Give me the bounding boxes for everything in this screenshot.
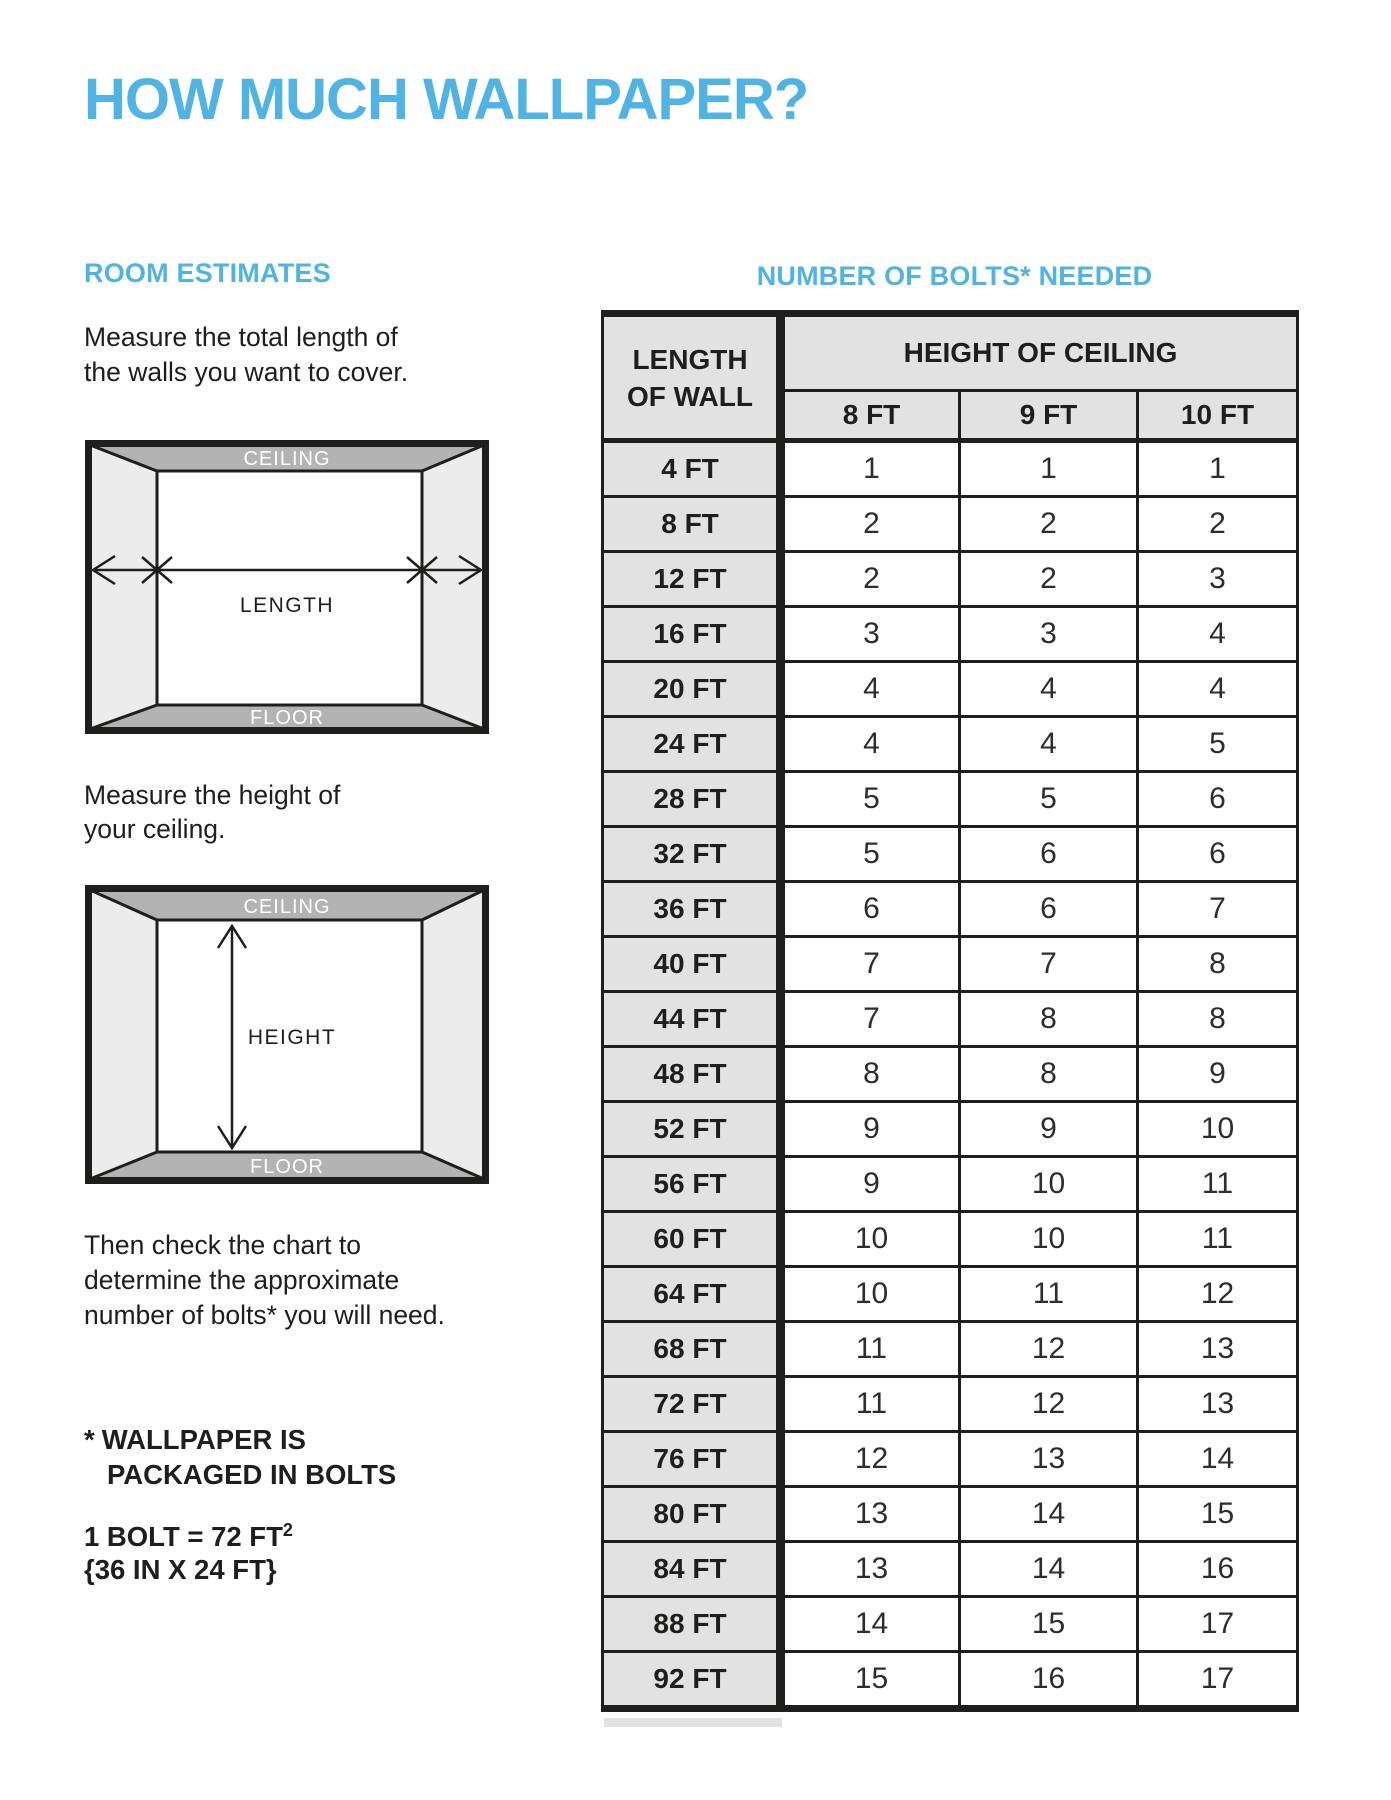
row-label: 88 FT <box>603 1597 781 1652</box>
bolt-count-cell: 8 <box>960 992 1138 1047</box>
row-label: 32 FT <box>603 827 781 882</box>
row-label: 92 FT <box>603 1652 781 1709</box>
col-header-10ft: 10 FT <box>1138 391 1298 441</box>
bolt-count-cell: 5 <box>781 827 960 882</box>
bolt-count-cell: 13 <box>1138 1322 1298 1377</box>
bolt-count-cell: 6 <box>1138 772 1298 827</box>
bolt-count-cell: 2 <box>781 497 960 552</box>
bolt-count-cell: 1 <box>781 441 960 497</box>
table-row <box>603 1542 1298 1597</box>
step1-paragraph <box>84 320 408 390</box>
table-row <box>603 1157 1298 1212</box>
row-label: 72 FT <box>603 1377 781 1432</box>
row-label: 76 FT <box>603 1432 781 1487</box>
table-row <box>603 882 1298 937</box>
bolt-count-cell: 7 <box>781 937 960 992</box>
footnote-line1: WALLPAPER IS <box>101 1424 306 1455</box>
bolts-table-body <box>603 441 1298 1709</box>
row-dimension-header <box>603 314 781 441</box>
bolt-count-cell: 3 <box>960 607 1138 662</box>
row-label: 28 FT <box>603 772 781 827</box>
bolt-count-cell: 9 <box>960 1102 1138 1157</box>
bolt-count-cell: 1 <box>960 441 1138 497</box>
bolt-count-cell: 2 <box>960 552 1138 607</box>
bolts-table <box>601 310 1299 1712</box>
table-row <box>603 992 1298 1047</box>
table-row <box>603 1102 1298 1157</box>
bolt-count-cell: 14 <box>781 1597 960 1652</box>
row-label: 64 FT <box>603 1267 781 1322</box>
bolt-count-cell: 17 <box>1138 1652 1298 1709</box>
bolt-equation-exponent: 2 <box>282 1519 293 1540</box>
row-label: 44 FT <box>603 992 781 1047</box>
bolt-count-cell: 2 <box>960 497 1138 552</box>
bolts-footnote <box>84 1422 396 1492</box>
bolt-count-cell: 5 <box>1138 717 1298 772</box>
bolt-count-cell: 11 <box>1138 1157 1298 1212</box>
step3-paragraph <box>84 1228 445 1333</box>
row-label: 40 FT <box>603 937 781 992</box>
ceiling-label: CEILING <box>243 896 331 918</box>
col-header-8ft: 8 FT <box>781 391 960 441</box>
bolt-count-cell: 14 <box>1138 1432 1298 1487</box>
bolt-count-cell: 16 <box>960 1652 1138 1709</box>
row-label: 60 FT <box>603 1212 781 1267</box>
height-diagram-svg <box>85 885 489 1184</box>
row-label: 80 FT <box>603 1487 781 1542</box>
back-wall <box>157 471 422 705</box>
table-bottom-stub <box>604 1718 782 1727</box>
bolt-count-cell: 7 <box>1138 882 1298 937</box>
floor-label: FLOOR <box>250 707 324 729</box>
bolt-count-cell: 10 <box>1138 1102 1298 1157</box>
bolt-count-cell: 3 <box>781 607 960 662</box>
row-label: 84 FT <box>603 1542 781 1597</box>
bolt-count-cell: 14 <box>960 1542 1138 1597</box>
table-row <box>603 1487 1298 1542</box>
right-wall <box>422 445 484 729</box>
floor-label: FLOOR <box>250 1156 324 1178</box>
ceiling-label: CEILING <box>243 448 331 470</box>
bolt-count-cell: 15 <box>781 1652 960 1709</box>
bolt-count-cell: 11 <box>781 1322 960 1377</box>
length-diagram-svg <box>85 440 489 734</box>
row-label: 20 FT <box>603 662 781 717</box>
right-wall <box>422 890 484 1179</box>
step1-line2: the walls you want to cover. <box>84 357 409 387</box>
bolt-count-cell: 4 <box>960 717 1138 772</box>
bolt-count-cell: 1 <box>1138 441 1298 497</box>
step2-line2: your ceiling. <box>84 814 226 844</box>
bolt-count-cell: 10 <box>781 1267 960 1322</box>
bolt-count-cell: 12 <box>1138 1267 1298 1322</box>
bolt-count-cell: 9 <box>781 1157 960 1212</box>
table-row <box>603 937 1298 992</box>
bolt-count-cell: 13 <box>960 1432 1138 1487</box>
bolt-count-cell: 3 <box>1138 552 1298 607</box>
step2-paragraph <box>84 778 340 846</box>
bolt-count-cell: 16 <box>1138 1542 1298 1597</box>
bolt-count-cell: 15 <box>1138 1487 1298 1542</box>
bolt-count-cell: 10 <box>781 1212 960 1267</box>
bolt-count-cell: 8 <box>960 1047 1138 1102</box>
table-row <box>603 607 1298 662</box>
bolt-count-cell: 9 <box>781 1102 960 1157</box>
bolt-count-cell: 13 <box>1138 1377 1298 1432</box>
step3-line2: determine the approximate <box>84 1265 400 1295</box>
bolt-count-cell: 6 <box>1138 827 1298 882</box>
height-measure-label: HEIGHT <box>247 1026 337 1049</box>
row-label: 24 FT <box>603 717 781 772</box>
table-row <box>603 1432 1298 1487</box>
bolt-count-cell: 12 <box>960 1322 1138 1377</box>
row-label: 4 FT <box>603 441 781 497</box>
bolt-size-info <box>84 1520 293 1586</box>
step2-line1: Measure the height of <box>84 780 341 810</box>
room-estimates-heading: ROOM ESTIMATES <box>84 258 331 288</box>
step3-line1: Then check the chart to <box>84 1230 361 1260</box>
bolt-count-cell: 12 <box>960 1377 1138 1432</box>
row-label: 8 FT <box>603 497 781 552</box>
table-row <box>603 1047 1298 1102</box>
left-wall <box>90 890 157 1179</box>
bolt-count-cell: 10 <box>960 1212 1138 1267</box>
table-row <box>603 717 1298 772</box>
table-row <box>603 1597 1298 1652</box>
table-row <box>603 1322 1298 1377</box>
table-row <box>603 772 1298 827</box>
bolt-count-cell: 5 <box>960 772 1138 827</box>
page-title: HOW MUCH WALLPAPER? <box>84 67 809 132</box>
table-row <box>603 497 1298 552</box>
height-diagram <box>85 885 489 1184</box>
footnote-line2: PACKAGED IN BOLTS <box>107 1459 397 1490</box>
table-row <box>603 1267 1298 1322</box>
bolt-count-cell: 7 <box>781 992 960 1047</box>
bolt-count-cell: 8 <box>1138 937 1298 992</box>
row-header-line2: OF WALL <box>627 380 753 412</box>
bolt-count-cell: 9 <box>1138 1047 1298 1102</box>
bolt-count-cell: 4 <box>1138 662 1298 717</box>
bolt-count-cell: 5 <box>781 772 960 827</box>
length-measure-label: LENGTH <box>239 594 335 617</box>
left-wall <box>90 445 157 729</box>
row-header-line1: LENGTH <box>632 343 748 375</box>
table-row <box>603 1377 1298 1432</box>
bolt-count-cell: 10 <box>960 1157 1138 1212</box>
bolts-table-heading: NUMBER OF BOLTS* NEEDED <box>756 261 1153 291</box>
table-row <box>603 552 1298 607</box>
bolt-count-cell: 6 <box>960 827 1138 882</box>
bolt-count-cell: 12 <box>781 1432 960 1487</box>
bolt-equation: 1 BOLT = 72 FT <box>84 1521 283 1552</box>
length-diagram <box>85 440 489 734</box>
row-label: 12 FT <box>603 552 781 607</box>
footnote-asterisk: * <box>84 1424 95 1455</box>
bolt-count-cell: 4 <box>960 662 1138 717</box>
bolt-count-cell: 8 <box>781 1047 960 1102</box>
row-label: 48 FT <box>603 1047 781 1102</box>
table-row <box>603 441 1298 497</box>
bolt-count-cell: 13 <box>781 1487 960 1542</box>
bolt-count-cell: 11 <box>1138 1212 1298 1267</box>
bolt-count-cell: 4 <box>781 662 960 717</box>
row-label: 52 FT <box>603 1102 781 1157</box>
table-row <box>603 1212 1298 1267</box>
row-label: 68 FT <box>603 1322 781 1377</box>
bolt-equation-line <box>84 1520 293 1553</box>
bolt-count-cell: 6 <box>781 882 960 937</box>
bolt-count-cell: 17 <box>1138 1597 1298 1652</box>
bolt-count-cell: 6 <box>960 882 1138 937</box>
row-label: 16 FT <box>603 607 781 662</box>
bolt-count-cell: 14 <box>960 1487 1138 1542</box>
step3-line3: number of bolts* you will need. <box>84 1300 445 1330</box>
bolt-count-cell: 13 <box>781 1542 960 1597</box>
column-group-header: HEIGHT OF CEILING <box>781 314 1298 391</box>
bolt-count-cell: 7 <box>960 937 1138 992</box>
bolt-count-cell: 15 <box>960 1597 1138 1652</box>
bolt-dimensions: {36 IN X 24 FT} <box>84 1554 277 1585</box>
row-label: 36 FT <box>603 882 781 937</box>
row-label: 56 FT <box>603 1157 781 1212</box>
bolt-count-cell: 11 <box>781 1377 960 1432</box>
bolt-count-cell: 4 <box>1138 607 1298 662</box>
bolt-count-cell: 4 <box>781 717 960 772</box>
step1-line1: Measure the total length of <box>84 322 398 352</box>
table-row <box>603 827 1298 882</box>
bolt-count-cell: 11 <box>960 1267 1138 1322</box>
table-row <box>603 662 1298 717</box>
col-header-9ft: 9 FT <box>960 391 1138 441</box>
bolt-count-cell: 8 <box>1138 992 1298 1047</box>
bolt-count-cell: 2 <box>781 552 960 607</box>
bolt-count-cell: 2 <box>1138 497 1298 552</box>
table-row <box>603 1652 1298 1709</box>
